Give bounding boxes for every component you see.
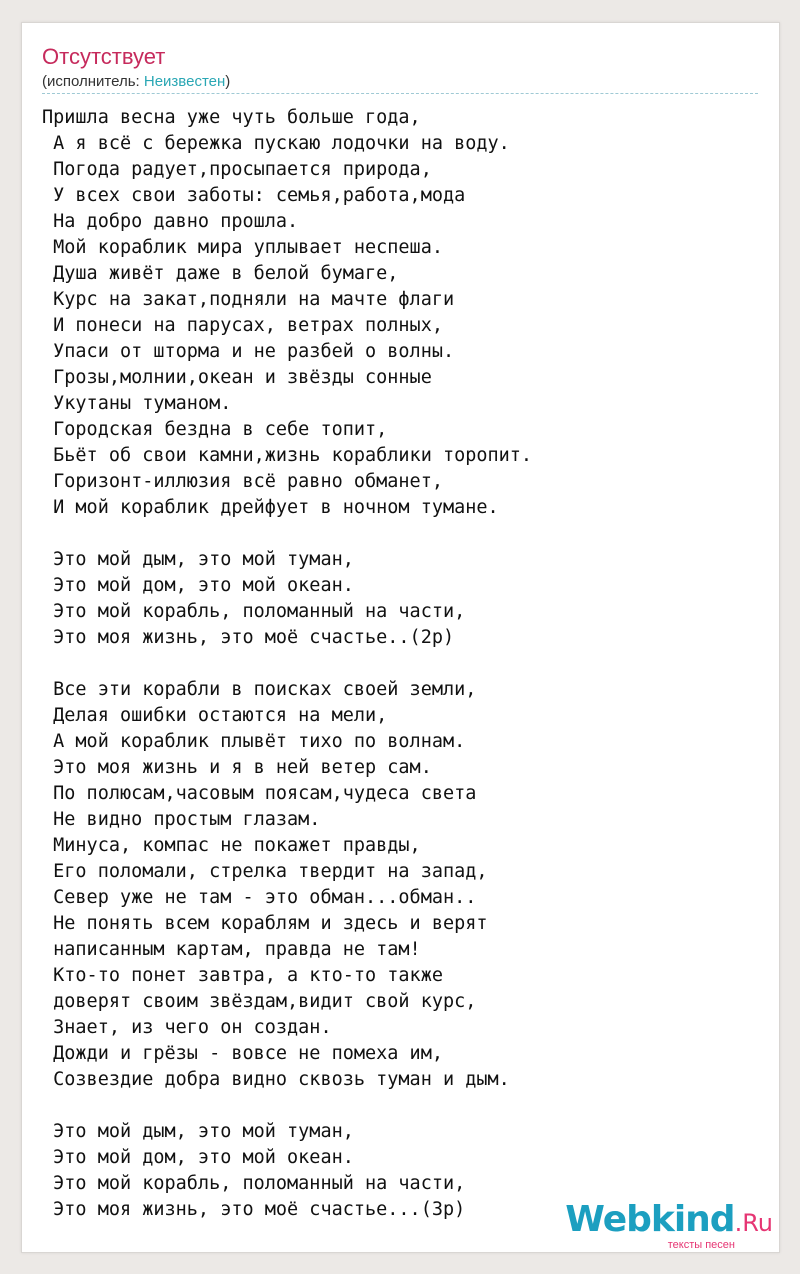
webkind-logo[interactable]: [565, 1201, 773, 1250]
lyrics-line: Городская бездна в себе топит,: [42, 419, 388, 440]
lyrics-line: Погода радует,просыпается природа,: [42, 159, 432, 180]
lyrics-line: написанным картам, правда не там!: [42, 939, 421, 960]
artist-line: [42, 72, 230, 92]
lyrics-line: Душа живёт даже в белой бумаге,: [42, 263, 399, 284]
lyrics-line: Делая ошибки остаются на мели,: [42, 705, 388, 726]
lyrics-blank-line: [42, 521, 758, 547]
lyrics-line: Это моя жизнь и я в ней ветер сам.: [42, 757, 432, 778]
logo-tagline: тексты песен: [667, 1239, 735, 1251]
song-title: Отсутствует: [42, 44, 166, 69]
lyrics-blank-line: [42, 651, 758, 677]
logo-brand: Webkind: [565, 1199, 735, 1240]
lyrics-line: Это мой дым, это мой туман,: [42, 549, 354, 570]
lyrics-line: Не видно простым глазам.: [42, 809, 321, 830]
lyrics-line: Не понять всем кораблям и здесь и верят: [42, 913, 488, 934]
lyrics-line: Это мой дом, это мой океан.: [42, 1147, 354, 1168]
lyrics-line: Дожди и грёзы - вовсе не помеха им,: [42, 1043, 443, 1064]
lyrics-line: Пришла весна уже чуть больше года,: [42, 107, 421, 128]
lyrics-line: Грозы,молнии,океан и звёзды сонные: [42, 367, 432, 388]
lyrics-line: Это мой корабль, поломанный на части,: [42, 1173, 466, 1194]
lyrics-line: Север уже не там - это обман...обман..: [42, 887, 477, 908]
lyrics-blank-line: [42, 1093, 758, 1119]
lyrics-line: У всех свои заботы: семья,работа,мода: [42, 185, 466, 206]
logo-wordmark: [565, 1201, 773, 1242]
artist-link[interactable]: Неизвестен: [143, 73, 226, 90]
divider: [42, 93, 758, 94]
lyrics-line: Это мой дым, это мой туман,: [42, 1121, 354, 1142]
lyrics-line: Его поломали, стрелка твердит на запад,: [42, 861, 488, 882]
lyrics-line: Это моя жизнь, это моё счастье...(3р): [42, 1199, 466, 1220]
lyrics-card: [21, 22, 780, 1253]
logo-tld: .Ru: [734, 1209, 773, 1237]
lyrics-line: Все эти корабли в поисках своей земли,: [42, 679, 477, 700]
lyrics-line: И понеси на парусах, ветрах полных,: [42, 315, 443, 336]
lyrics-text: [42, 105, 758, 1223]
lyrics-line: Горизонт-иллюзия всё равно обманет,: [42, 471, 443, 492]
lyrics-line: Бьёт об свои камни,жизнь кораблики торопит.: [42, 445, 533, 466]
lyrics-line: Это моя жизнь, это моё счастье..(2р): [42, 627, 455, 648]
lyrics-line: Курс на закат,подняли на мачте флаги: [42, 289, 455, 310]
lyrics-line: И мой кораблик дрейфует в ночном тумане.: [42, 497, 499, 518]
artist-prefix: (исполнитель:: [42, 73, 144, 90]
lyrics-line: доверят своим звёздам,видит свой курс,: [42, 991, 477, 1012]
lyrics-line: А мой кораблик плывёт тихо по волнам.: [42, 731, 466, 752]
lyrics-line: Созвездие добра видно сквозь туман и дым.: [42, 1069, 510, 1090]
lyrics-line: Кто-то понет завтра, а кто-то также: [42, 965, 443, 986]
lyrics-line: По полюсам,часовым поясам,чудеса света: [42, 783, 477, 804]
lyrics-line: Это мой дом, это мой океан.: [42, 575, 354, 596]
lyrics-line: Упаси от шторма и не разбей о волны.: [42, 341, 455, 362]
artist-suffix: ): [225, 73, 231, 90]
lyrics-line: Минуса, компас не покажет правды,: [42, 835, 421, 856]
lyrics-line: На добро давно прошла.: [42, 211, 299, 232]
lyrics-line: А я всё с бережка пускаю лодочки на воду.: [42, 133, 510, 154]
lyrics-line: Мой кораблик мира уплывает неспеша.: [42, 237, 443, 258]
lyrics-line: Знает, из чего он создан.: [42, 1017, 332, 1038]
lyrics-line: Укутаны туманом.: [42, 393, 232, 414]
lyrics-line: Это мой корабль, поломанный на части,: [42, 601, 466, 622]
